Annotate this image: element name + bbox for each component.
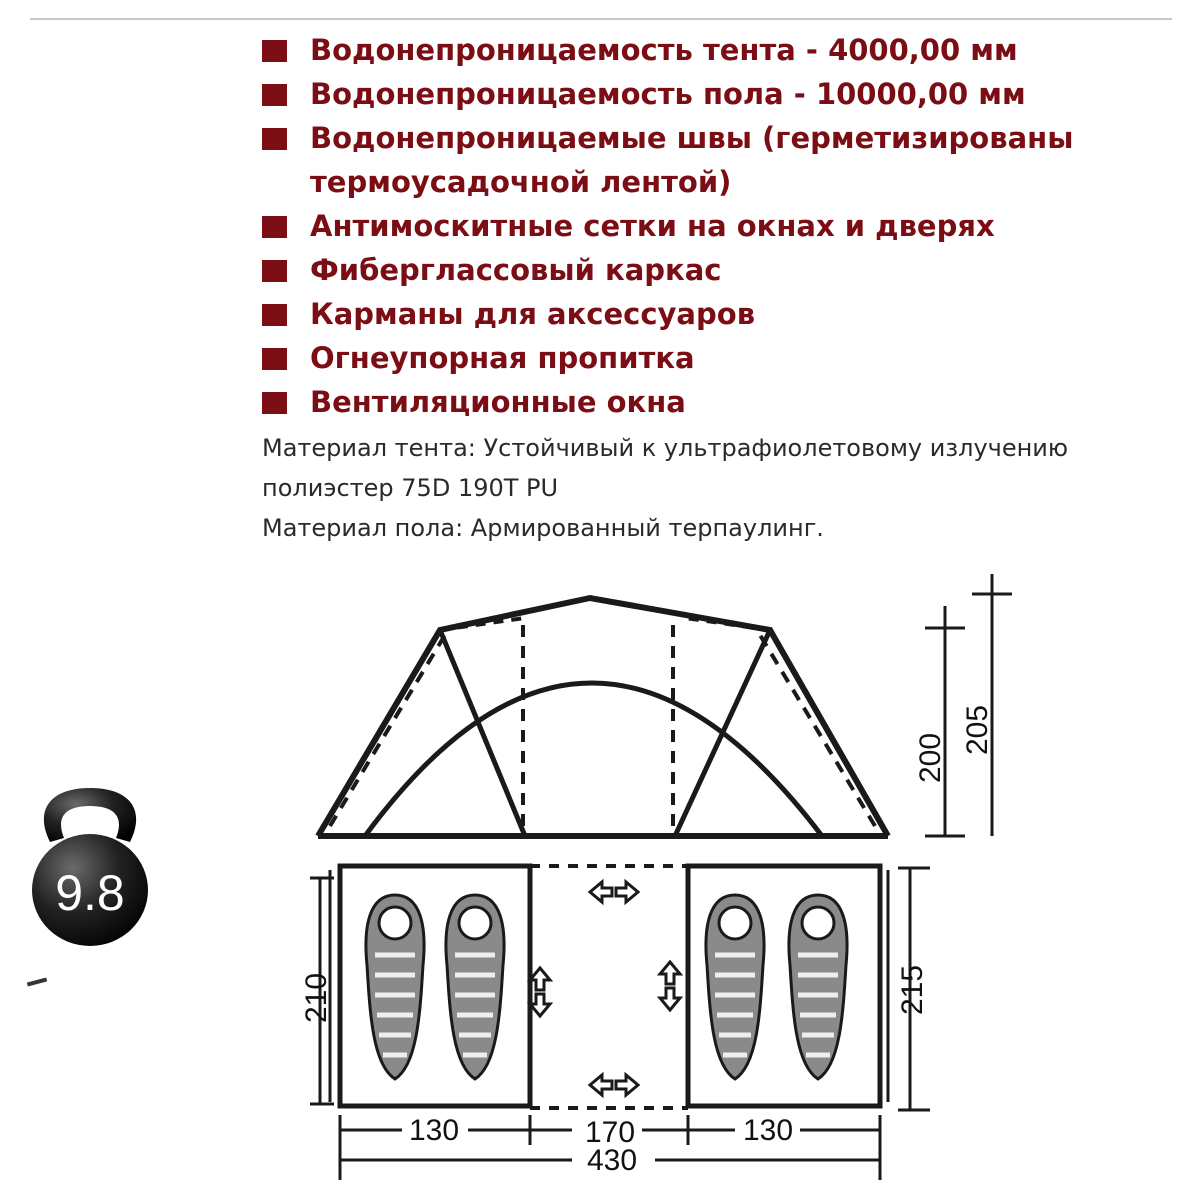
square-bullet-icon [262, 216, 287, 238]
feature-item [258, 72, 1140, 116]
vestibule-label: 170 [584, 1116, 636, 1149]
kettlebell-weight-icon [20, 780, 160, 950]
height-outer-label: 205 [961, 704, 994, 756]
feature-item [258, 204, 1140, 248]
square-bullet-icon [262, 40, 287, 62]
tent-elevation [318, 598, 888, 836]
feature-item [258, 28, 1140, 72]
weight-value: 9.8 [55, 865, 125, 921]
feature-text: Водонепроницаемые швы (герметизированы термоусадочной лентой) [310, 121, 1074, 199]
room-left-label: 130 [408, 1114, 460, 1147]
double-arrow-icon [590, 1075, 638, 1095]
square-bullet-icon [262, 128, 287, 150]
materials-block [262, 428, 1162, 548]
feature-text: Карманы для аксессуаров [310, 297, 756, 331]
square-bullet-icon [262, 392, 287, 414]
double-arrow-icon [660, 962, 680, 1010]
sleeping-bag-icon [789, 895, 847, 1079]
height-inner-label: 200 [914, 732, 947, 784]
square-bullet-icon [262, 348, 287, 370]
feature-text: Водонепроницаемость тента - 4000,00 мм [310, 33, 1018, 67]
double-arrow-icon [530, 968, 550, 1016]
feature-item [258, 248, 1140, 292]
sleeping-bag-icon [706, 895, 764, 1079]
total-length-label: 430 [586, 1144, 638, 1177]
feature-list [258, 28, 1140, 424]
room-right-label: 130 [742, 1114, 794, 1147]
feature-text: Водонепроницаемость пола - 10000,00 мм [310, 77, 1026, 111]
square-bullet-icon [262, 260, 287, 282]
double-arrow-icon [590, 882, 638, 902]
tent-diagram [290, 570, 1030, 1190]
feature-text: Антимоскитные сетки на окнах и дверях [310, 209, 995, 243]
door-arrows [530, 882, 680, 1095]
feature-item [258, 116, 1140, 204]
feature-item [258, 380, 1140, 424]
sleeping-bag-icon [366, 895, 424, 1079]
floor-material: Материал пола: Армированный терпаулинг. [262, 514, 824, 542]
sleeping-bags [366, 895, 847, 1079]
feature-text: Огнеупорная пропитка [310, 341, 695, 375]
stray-mark [27, 977, 47, 986]
depth-outer-label: 215 [896, 964, 929, 1016]
feature-text: Фибергласcовый каркас [310, 253, 722, 287]
feature-item [258, 336, 1140, 380]
depth-inner-label: 210 [300, 972, 333, 1024]
sleeping-bag-icon [446, 895, 504, 1079]
tent-material: Материал тента: Устойчивый к ультрафиолетовому излучению полиэстер 75D 190T PU [262, 434, 1069, 502]
top-divider [30, 18, 1172, 20]
square-bullet-icon [262, 304, 287, 326]
feature-text: Вентиляционные окна [310, 385, 686, 419]
square-bullet-icon [262, 84, 287, 106]
feature-item [258, 292, 1140, 336]
